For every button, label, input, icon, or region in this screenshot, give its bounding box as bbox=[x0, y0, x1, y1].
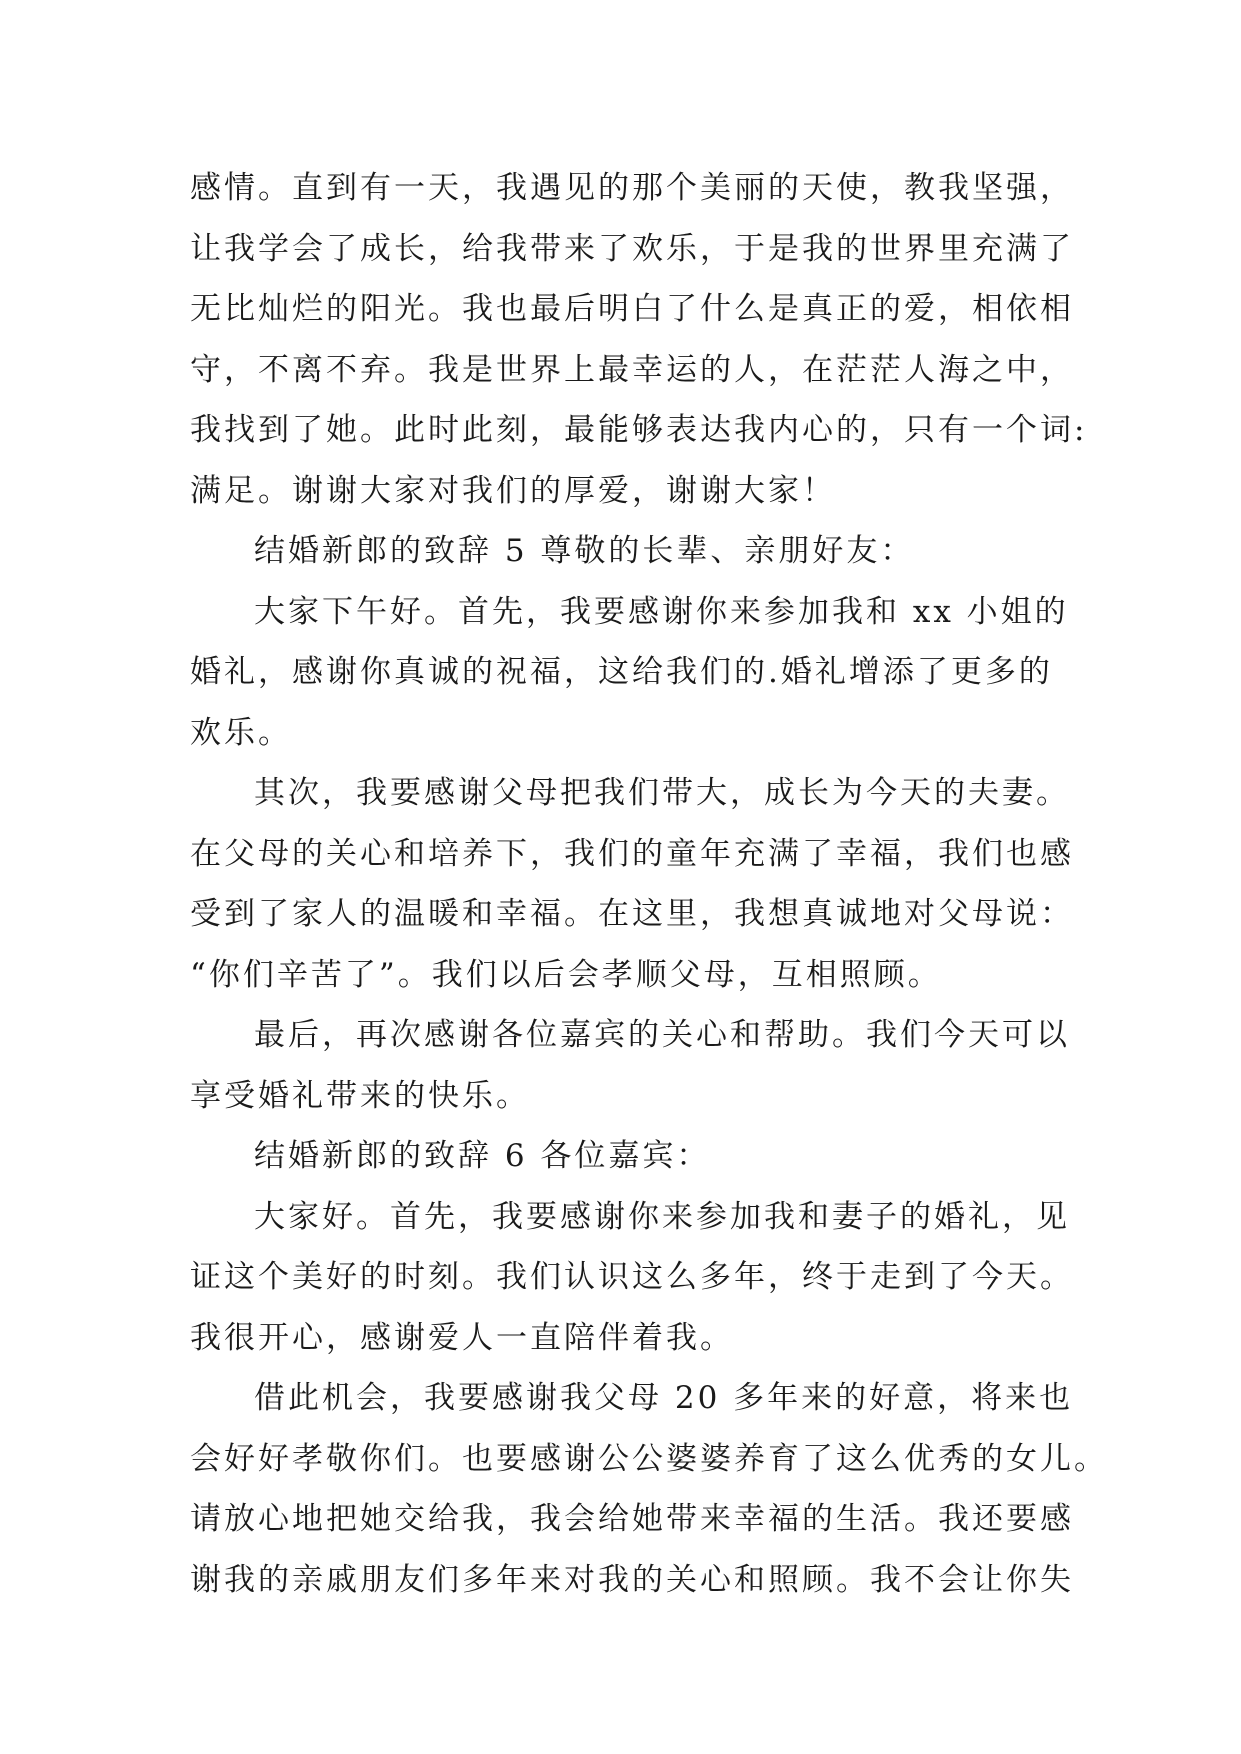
text-line: “你们辛苦了”。我们以后会孝顺父母，互相照顾。 bbox=[190, 956, 942, 993]
text-line: 大家下午好。首先，我要感谢你来参加我和 xx 小姐的 bbox=[254, 593, 1069, 630]
text-line: 守，不离不弃。我是世界上最幸运的人，在茫茫人海之中， bbox=[190, 351, 1074, 388]
text-line: 享受婚礼带来的快乐。 bbox=[190, 1077, 530, 1114]
text-line: 大家好。首先，我要感谢你来参加我和妻子的婚礼，见 bbox=[254, 1198, 1070, 1235]
section-heading: 结婚新郎的致辞 5 尊敬的长辈、亲朋好友： bbox=[254, 533, 915, 569]
text-line: 谢我的亲戚朋友们多年来对我的关心和照顾。我不会让你失 bbox=[190, 1561, 1074, 1598]
document-body bbox=[190, 158, 1108, 1610]
text-line: 受到了家人的温暖和幸福。在这里，我想真诚地对父母说： bbox=[190, 896, 1074, 932]
text-line: 无比灿烂的阳光。我也最后明白了什么是真正的爱，相依相 bbox=[190, 291, 1074, 327]
text-line: 我找到了她。此时此刻，最能够表达我内心的，只有一个词: bbox=[190, 412, 1088, 448]
section-heading: 结婚新郎的致辞 6 各位嘉宾： bbox=[254, 1138, 711, 1174]
text-line: 最后，再次感谢各位嘉宾的关心和帮助。我们今天可以 bbox=[254, 1017, 1070, 1053]
text-line: 让我学会了成长，给我带来了欢乐，于是我的世界里充满了 bbox=[190, 230, 1074, 267]
text-line: 借此机会，我要感谢我父母 20 多年来的好意，将来也 bbox=[254, 1380, 1074, 1416]
text-line: 请放心地把她交给我，我会给她带来幸福的生活。我还要感 bbox=[190, 1501, 1074, 1537]
text-line: 在父母的关心和培养下，我们的童年充满了幸福，我们也感 bbox=[190, 835, 1074, 872]
text-line: 满足。谢谢大家对我们的厚爱，谢谢大家！ bbox=[190, 472, 836, 509]
text-line: 会好好孝敬你们。也要感谢公公婆婆养育了这么优秀的女儿。 bbox=[190, 1440, 1108, 1477]
text-line: 证这个美好的时刻。我们认识这么多年，终于走到了今天。 bbox=[190, 1259, 1074, 1295]
text-line: 感情。直到有一天，我遇见的那个美丽的天使，教我坚强， bbox=[190, 170, 1074, 206]
text-line: 婚礼，感谢你真诚的祝福，这给我们的.婚礼增添了更多的 bbox=[190, 654, 1053, 690]
text-line: 其次，我要感谢父母把我们带大，成长为今天的夫妻。 bbox=[254, 775, 1070, 811]
text-line: 欢乐。 bbox=[190, 714, 292, 751]
text-line: 我很开心，感谢爱人一直陪伴着我。 bbox=[190, 1319, 734, 1356]
